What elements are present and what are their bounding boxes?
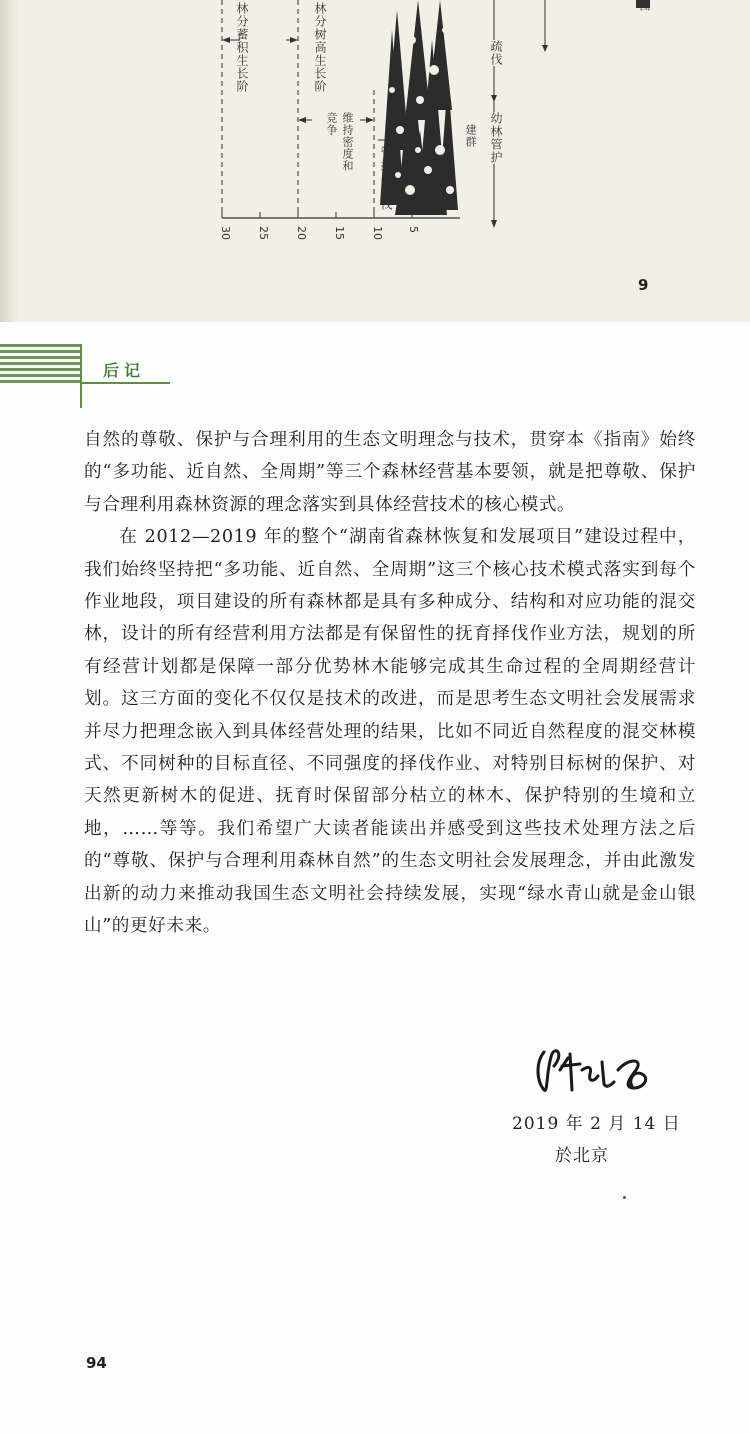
header-vertical-rule — [80, 344, 82, 408]
header-horizontal-rule — [80, 382, 170, 384]
label-thinning: 疏伐 — [489, 40, 503, 66]
label-establish: 建群 — [464, 124, 477, 148]
label-maintain-density: 维持密度和竞争 — [325, 112, 354, 172]
afterword-body — [84, 424, 696, 943]
axis-tick-15: 15 — [333, 226, 346, 240]
author-signature — [532, 1040, 662, 1104]
axis-tick-10: 10 — [371, 226, 384, 240]
label-young-tend: 幼林管护 — [489, 112, 503, 164]
axis-tick-30: 30 — [219, 226, 232, 240]
previous-page-number: 9 — [638, 276, 649, 294]
section-title: 后记 — [103, 361, 146, 380]
afterword-page — [0, 322, 750, 1434]
label-stock-stage: 林分蓄积生长阶 — [235, 2, 249, 93]
label-height-stage: 林分树高生长阶 — [313, 2, 327, 93]
paragraph-1: 自然的尊敬、保护与合理利用的生态文明理念与技术，贯穿本《指南》始终的“多功能、近自然、全周期”等三个森林经营基本要领，就是把尊敬、保护与合理利用森林资源的理念落实到具体经营技术的核心模式。 — [84, 430, 696, 515]
page-number: 94 — [86, 1354, 107, 1372]
label-tend-thin: 管护与疏伐 — [379, 146, 393, 211]
label-figure-mark: 图 — [638, 0, 651, 12]
afterword-place: 於北京 — [555, 1146, 609, 1166]
axis-tick-25: 25 — [257, 226, 270, 240]
header-stripes-decoration — [0, 344, 80, 384]
figure-graphics — [0, 0, 750, 322]
axis-tick-20: 20 — [295, 226, 308, 240]
paragraph-2: 在 2012—2019 年的整个“湖南省森林恢复和发展项目”建设过程中，我们始终坚持把“多功能、近自然、全周期”这三个核心技术模式落实到每个作业地段，项目建设的所有森林都是具有多种成分、结构和对应功能的混交林，设计的所有经营利用方法都是有保留性的抚育择伐作业方法，规划的所有经营计划都是保障一部分优势林木能够完成其生命过程的全周期经营计划。这三方面的变化不仅仅是技术的改进，而是思考生态文明社会发展需求并尽力把理念嵌入到具体经营处理的结果，比如不同近自然程度的混交林模式、不同树种的目标直径、不同强度的择伐作业、对特别目标树的保护、对天然更新树木的促进、抚育时保留部分枯立的林木、保护特别的生境和立地，……等等。我们希望广大读者能读出并感受到这些技术处理方法之后的“尊敬、保护与合理利用森林自然”的生态文明社会发展理念，并由此激发出新的动力来推动我国生态文明社会持续发展，实现“绿水青山就是金山银山”的更好未来。 — [84, 527, 696, 937]
ink-dot — [623, 1196, 626, 1199]
axis-tick-5: 5 — [407, 226, 420, 233]
afterword-date: 2019 年 2 月 14 日 — [512, 1114, 681, 1134]
forest-stage-figure — [0, 0, 750, 322]
previous-page-fragment — [0, 0, 750, 322]
